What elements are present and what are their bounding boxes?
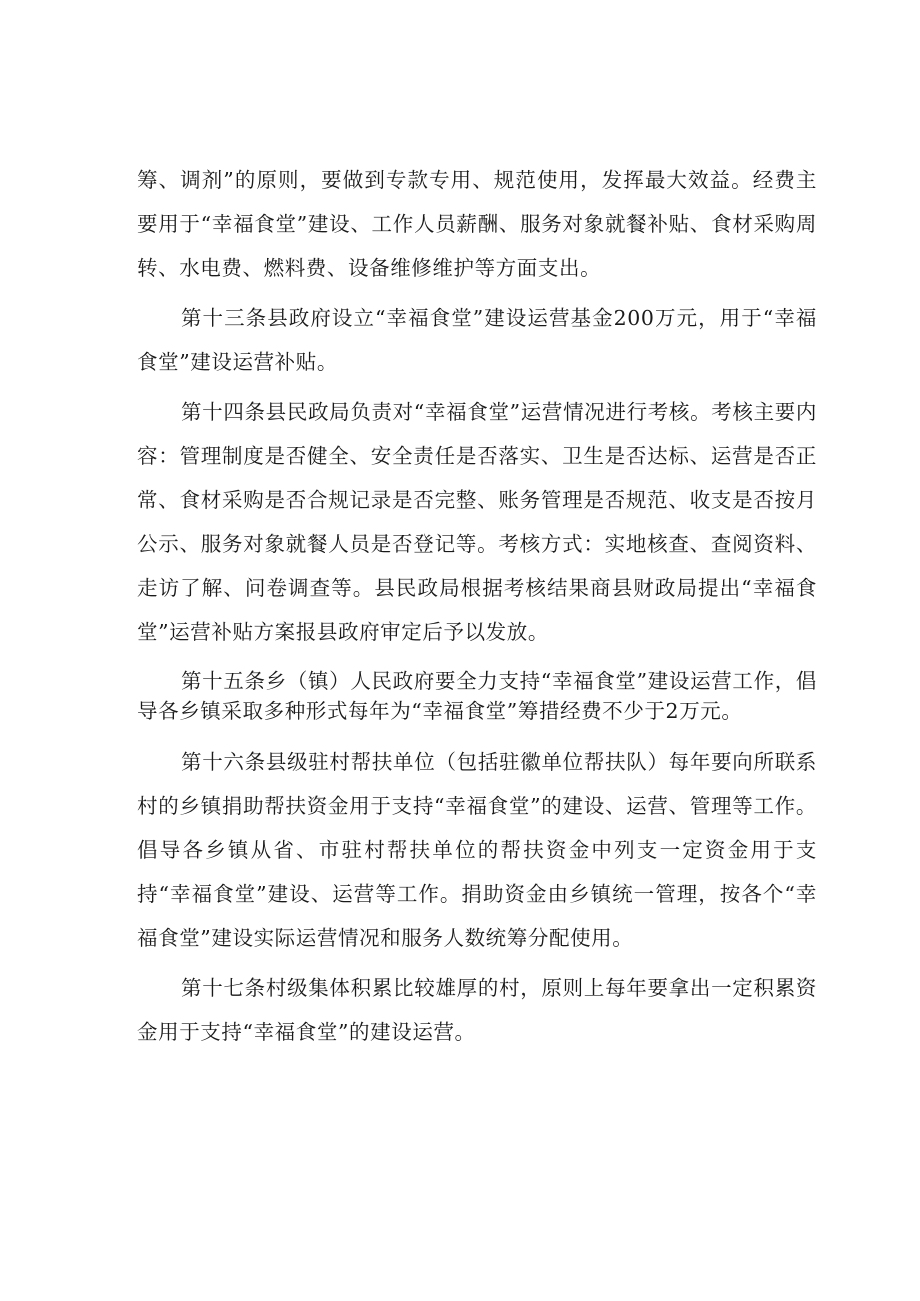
document-body bbox=[137, 158, 817, 1060]
paragraph-article-13: 第十三条县政府设立“幸福食堂”建设运营基金200万元，用于“幸福食堂”建设运营补贴。 bbox=[137, 306, 817, 374]
paragraph-article-16: 第十六条县级驻村帮扶单位（包括驻徽单位帮扶队）每年要向所联系村的乡镇捐助帮扶资金用于支持“幸福食堂”的建设、运营、管理等工作。倡导各乡镇从省、市驻村帮扶单位的帮扶资金中列支一定资金用于支持“幸福食堂”建设、运营等工作。捐助资金由乡镇统一管理，按各个“幸福食堂”建设实际运营情况和服务人数统筹分配使用。 bbox=[137, 750, 817, 950]
paragraph-article-15: 第十五条乡（镇）人民政府要全力支持“幸福食堂”建设运营工作，倡导各乡镇采取多种形式每年为“幸福食堂”筹措经费不少于2万元。 bbox=[137, 669, 817, 723]
paragraph-funding-principle: 筹、调剂”的原则，要做到专款专用、规范使用，发挥最大效益。经费主要用于“幸福食堂”建设、工作人员薪酬、服务对象就餐补贴、食材采购周转、水电费、燃料费、设备维修维护等方面支出。 bbox=[137, 168, 817, 280]
paragraph-article-17: 第十七条村级集体积累比较雄厚的村，原则上每年要拿出一定积累资金用于支持“幸福食堂”的建设运营。 bbox=[137, 976, 817, 1044]
paragraph-article-14: 第十四条县民政局负责对“幸福食堂”运营情况进行考核。考核主要内容：管理制度是否健全、安全责任是否落实、卫生是否达标、运营是否正常、食材采购是否合规记录是否完整、账务管理是否规范、收支是否按月公示、服务对象就餐人员是否登记等。考核方式：实地核查、查阅资料、走访了解、问卷调查等。县民政局根据考核结果商县财政局提出“幸福食堂”运营补贴方案报县政府审定后予以发放。 bbox=[137, 400, 817, 644]
